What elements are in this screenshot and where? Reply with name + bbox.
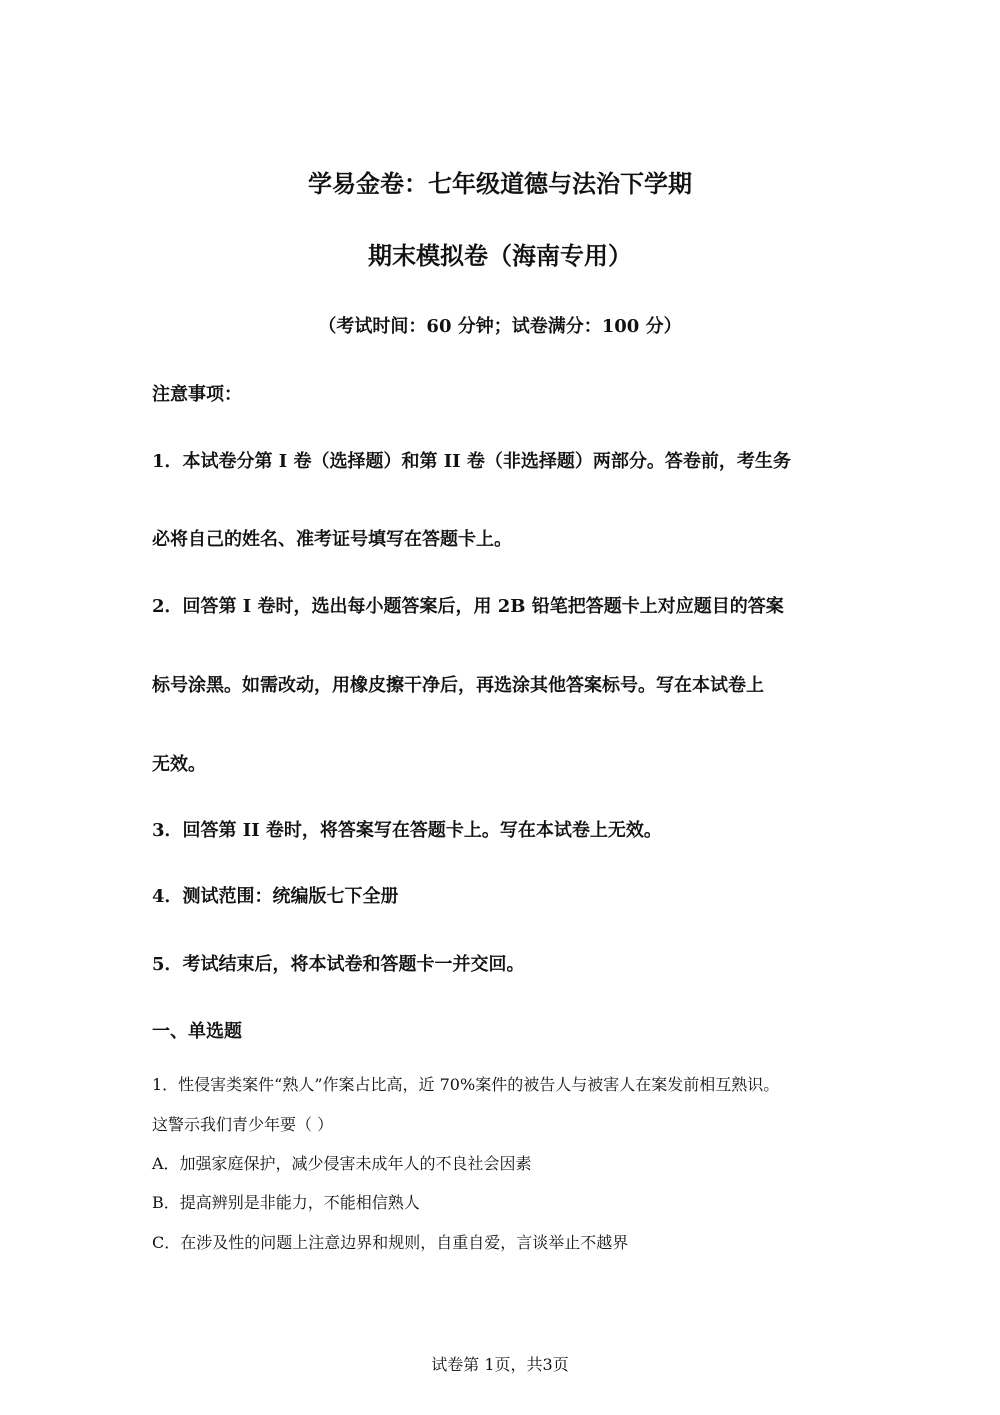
question-1-stem-line-2: 这警示我们青少年要（ ） (152, 1115, 334, 1134)
notice-line-4: 标号涂黑。如需改动，用橡皮擦干净后，再选涂其他答案标号。写在本试卷上 (152, 675, 764, 696)
notice-line-3: 2．回答第 I 卷时，选出每小题答案后，用 2B 铅笔把答题卡上对应题目的答案 (152, 596, 784, 617)
question-1-option-a: A．加强家庭保护，减少侵害未成年人的不良社会因素 (152, 1154, 532, 1173)
exam-info: （考试时间：60 分钟；试卷满分：100 分） (318, 316, 682, 337)
notice-line-7: 4．测试范围：统编版七下全册 (152, 886, 399, 907)
exam-title-line-1: 学易金卷：七年级道德与法治下学期 (308, 170, 692, 198)
notice-line-6: 3．回答第 II 卷时，将答案写在答题卡上。写在本试卷上无效。 (152, 820, 662, 841)
exam-title-line-2: 期末模拟卷（海南专用） (368, 242, 632, 270)
question-1-option-b: B．提高辨别是非能力，不能相信熟人 (152, 1193, 420, 1212)
notice-line-1: 1．本试卷分第 I 卷（选择题）和第 II 卷（非选择题）两部分。答卷前，考生务 (152, 451, 791, 472)
notice-heading: 注意事项： (152, 384, 242, 405)
question-1-option-c: C．在涉及性的问题上注意边界和规则，自重自爱，言谈举止不越界 (152, 1233, 629, 1252)
notice-line-2: 必将自己的姓名、准考证号填写在答题卡上。 (152, 529, 512, 550)
page-footer: 试卷第 1页，共3页 (431, 1355, 569, 1374)
notice-line-8: 5．考试结束后，将本试卷和答题卡一并交回。 (152, 954, 525, 975)
section-heading: 一、单选题 (152, 1021, 242, 1042)
notice-line-5: 无效。 (152, 754, 206, 775)
question-1-stem-line-1: 1．性侵害类案件“熟人”作案占比高，近 70%案件的被告人与被害人在案发前相互熟识。 (152, 1075, 780, 1094)
